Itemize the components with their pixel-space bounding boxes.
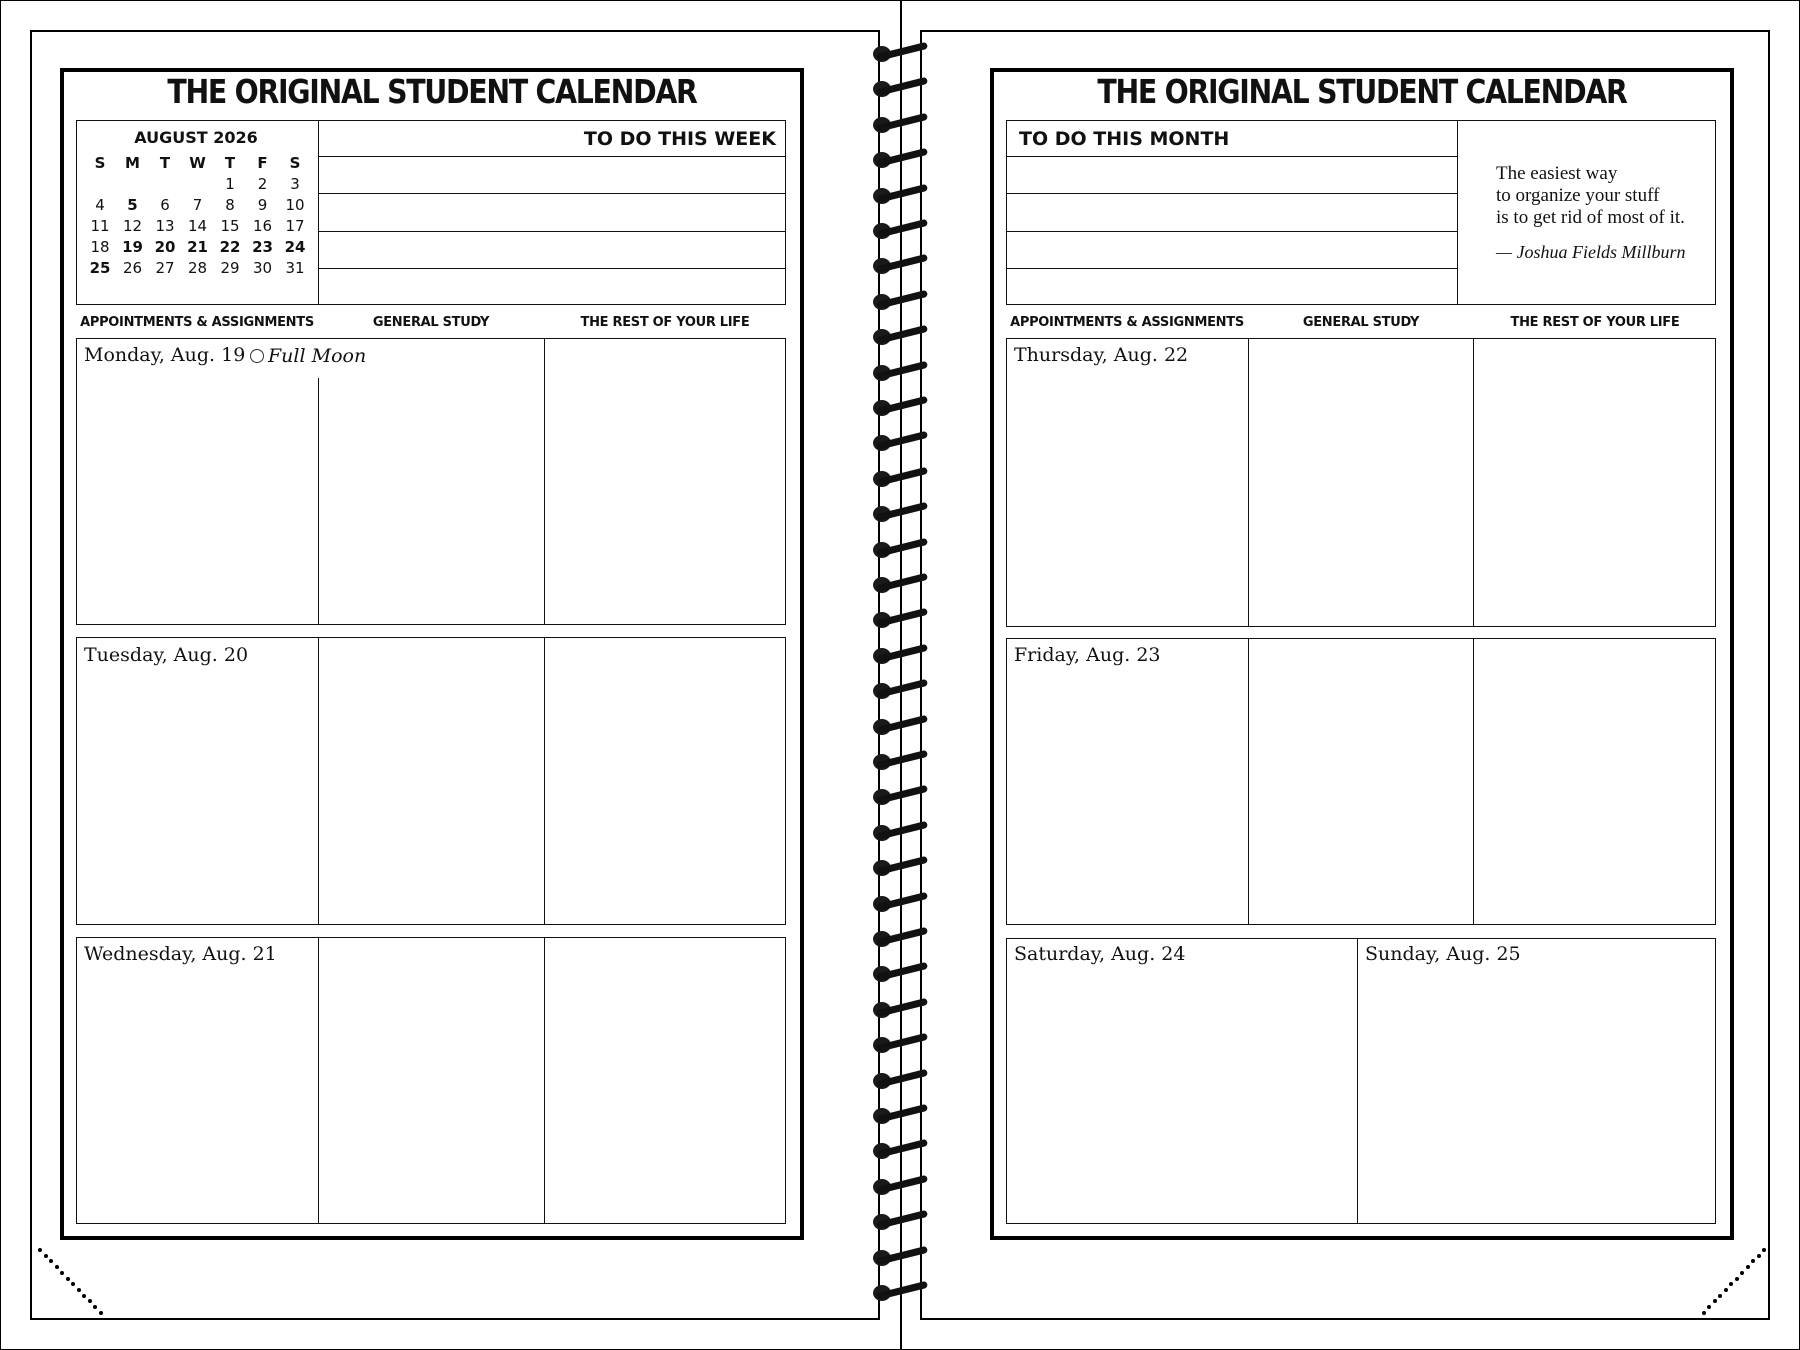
binding-ring — [876, 431, 928, 450]
calendar-date[interactable]: 22 — [219, 238, 241, 256]
binding-ring — [876, 148, 928, 167]
day-block-weekend[interactable] — [1006, 938, 1716, 1224]
column-divider — [318, 937, 319, 1224]
calendar-date[interactable]: 19 — [122, 238, 143, 256]
quote-author: — Joshua Fields Millburn — [1496, 242, 1686, 262]
binding-ring — [876, 998, 928, 1017]
binding-ring — [876, 219, 928, 238]
todo-line — [1006, 231, 1457, 232]
calendar-date[interactable]: 10 — [285, 196, 305, 214]
weekday-header: S — [289, 154, 301, 172]
calendar-date[interactable]: 9 — [257, 196, 268, 214]
column-divider — [1473, 338, 1474, 627]
perforation-dot — [77, 1288, 81, 1292]
day-label: Thursday, Aug. 22 — [1014, 344, 1189, 366]
perforation-dot — [1707, 1305, 1711, 1309]
day-label-sunday: Sunday, Aug. 25 — [1365, 943, 1521, 965]
calendar-date[interactable]: 8 — [225, 196, 235, 214]
day-block-thursday[interactable] — [1006, 338, 1716, 627]
binding-ring — [876, 821, 928, 840]
binding-ring — [876, 254, 928, 273]
day-label: Wednesday, Aug. 21 — [84, 943, 277, 965]
calendar-date[interactable]: 20 — [154, 238, 176, 256]
weekday-header: F — [257, 154, 268, 172]
divider — [318, 120, 319, 305]
column-divider — [318, 637, 319, 925]
quote-line: The easiest way — [1496, 163, 1618, 184]
binding-ring — [876, 644, 928, 663]
column-header-study: GENERAL STUDY — [1302, 315, 1420, 330]
calendar-date[interactable]: 14 — [187, 217, 208, 235]
binding-ring — [876, 467, 928, 486]
perforation-dot — [1724, 1288, 1728, 1292]
calendar-date[interactable]: 16 — [252, 217, 273, 235]
binding-ring — [876, 1104, 928, 1123]
calendar-date[interactable]: 24 — [284, 238, 306, 256]
corner-perforation-left — [30, 1240, 120, 1320]
binding-ring — [876, 502, 928, 521]
calendar-date[interactable]: 30 — [252, 259, 273, 277]
binding-ring — [876, 42, 928, 61]
day-label-saturday: Saturday, Aug. 24 — [1014, 943, 1186, 965]
calendar-date[interactable]: 3 — [290, 175, 300, 193]
weekday-header: M — [125, 154, 140, 172]
perforation-dot — [1729, 1282, 1733, 1286]
binding-ring — [876, 962, 928, 981]
calendar-date[interactable]: 25 — [89, 259, 111, 277]
weekday-header: S — [94, 154, 106, 172]
column-divider — [1248, 638, 1249, 925]
perforation-dot — [1740, 1271, 1744, 1275]
day-label: Tuesday, Aug. 20 — [84, 644, 249, 666]
day-block-friday[interactable] — [1006, 638, 1716, 925]
perforation-dot — [1713, 1299, 1717, 1303]
perforation-dot — [38, 1248, 42, 1252]
column-divider — [318, 378, 319, 625]
perforation-dot — [1757, 1254, 1761, 1258]
moon-phase-note: Full Moon — [268, 345, 367, 367]
column-divider — [1473, 638, 1474, 925]
todo-month-label: TO DO THIS MONTH — [1019, 128, 1230, 150]
quote-line: to organize your stuff — [1496, 185, 1660, 206]
day-block-wednesday[interactable] — [76, 937, 786, 1224]
calendar-date[interactable]: 6 — [160, 196, 170, 214]
todo-line — [1006, 193, 1457, 194]
day-label: Friday, Aug. 23 — [1014, 644, 1161, 666]
binding-ring — [876, 750, 928, 769]
calendar-date[interactable]: 26 — [122, 259, 143, 277]
column-header-appointments: APPOINTMENTS & ASSIGNMENTS — [1010, 315, 1244, 330]
perforation-dot — [49, 1259, 53, 1263]
binding-ring — [876, 927, 928, 946]
binding-ring — [876, 785, 928, 804]
mini-calendar-month: AUGUST 2026 — [134, 128, 258, 147]
binding-ring — [876, 856, 928, 875]
column-divider — [544, 637, 545, 925]
binding-ring — [876, 77, 928, 96]
binding-ring — [876, 1033, 928, 1052]
calendar-date[interactable]: 23 — [252, 238, 273, 256]
column-header-study: GENERAL STUDY — [372, 315, 490, 330]
binding-ring — [876, 608, 928, 627]
calendar-date[interactable]: 13 — [155, 217, 175, 235]
column-header-life: THE REST OF YOUR LIFE — [1510, 315, 1680, 330]
todo-line — [318, 231, 786, 232]
perforation-dot — [1762, 1248, 1766, 1252]
calendar-date[interactable]: 15 — [220, 217, 240, 235]
binding-ring — [876, 1139, 928, 1158]
weekday-header: T — [159, 154, 171, 172]
column-header-life: THE REST OF YOUR LIFE — [580, 315, 750, 330]
column-divider — [1248, 338, 1249, 627]
corner-perforation-right — [1680, 1240, 1770, 1320]
binding-ring — [876, 325, 928, 344]
binding-ring — [876, 679, 928, 698]
calendar-date[interactable]: 17 — [285, 217, 305, 235]
perforation-dot — [1702, 1311, 1706, 1315]
column-divider — [1357, 938, 1358, 1224]
perforation-dot — [60, 1271, 64, 1275]
column-divider — [544, 338, 545, 625]
weekday-header: T — [224, 154, 236, 172]
full-moon-icon — [250, 349, 264, 363]
perforation-dot — [93, 1305, 97, 1309]
todo-line — [1006, 268, 1457, 269]
perforation-dot — [88, 1299, 92, 1303]
perforation-dot — [1718, 1294, 1722, 1298]
perforation-dot — [1746, 1265, 1750, 1269]
binding-ring — [876, 290, 928, 309]
calendar-date[interactable]: 12 — [122, 217, 143, 235]
quote-line: is to get rid of most of it. — [1496, 207, 1685, 228]
spiral-binding — [860, 30, 940, 1310]
day-label: Monday, Aug. 19 — [84, 344, 246, 366]
todo-line — [318, 193, 786, 194]
calendar-date[interactable]: 27 — [155, 259, 175, 277]
calendar-date[interactable]: 28 — [187, 259, 208, 277]
calendar-date[interactable]: 31 — [285, 259, 305, 277]
binding-ring — [876, 1210, 928, 1229]
mini-calendar — [84, 154, 312, 304]
calendar-date[interactable]: 7 — [192, 196, 203, 214]
calendar-date[interactable]: 29 — [220, 259, 240, 277]
binding-ring — [876, 113, 928, 132]
calendar-date[interactable]: 11 — [90, 217, 110, 235]
todo-line — [318, 268, 786, 269]
binding-ring — [876, 573, 928, 592]
column-header-appointments: APPOINTMENTS & ASSIGNMENTS — [80, 315, 314, 330]
day-block-monday[interactable] — [76, 338, 786, 625]
divider — [1457, 120, 1458, 305]
todo-line — [1006, 156, 1457, 157]
calendar-date[interactable]: 4 — [95, 196, 105, 214]
perforation-dot — [66, 1277, 70, 1281]
weekday-header: W — [189, 154, 206, 172]
perforation-dot — [71, 1282, 75, 1286]
binding-ring — [876, 1281, 928, 1300]
todo-week-label: TO DO THIS WEEK — [583, 128, 776, 150]
perforation-dot — [82, 1294, 86, 1298]
perforation-dot — [55, 1265, 59, 1269]
calendar-date[interactable]: 18 — [90, 238, 110, 256]
page-title: THE ORIGINAL STUDENT CALENDAR — [167, 72, 697, 111]
binding-ring — [876, 1175, 928, 1194]
calendar-date[interactable]: 21 — [187, 238, 208, 256]
todo-line — [318, 156, 786, 157]
perforation-dot — [99, 1311, 103, 1315]
page-title: THE ORIGINAL STUDENT CALENDAR — [1097, 72, 1627, 111]
day-block-tuesday[interactable] — [76, 637, 786, 925]
perforation-dot — [1735, 1277, 1739, 1281]
perforation-dot — [44, 1254, 48, 1258]
calendar-date[interactable]: 5 — [127, 196, 138, 214]
binding-ring — [876, 396, 928, 415]
perforation-dot — [1751, 1259, 1755, 1263]
column-divider — [544, 937, 545, 1224]
calendar-date[interactable]: 1 — [225, 175, 235, 193]
calendar-date[interactable]: 2 — [257, 175, 268, 193]
